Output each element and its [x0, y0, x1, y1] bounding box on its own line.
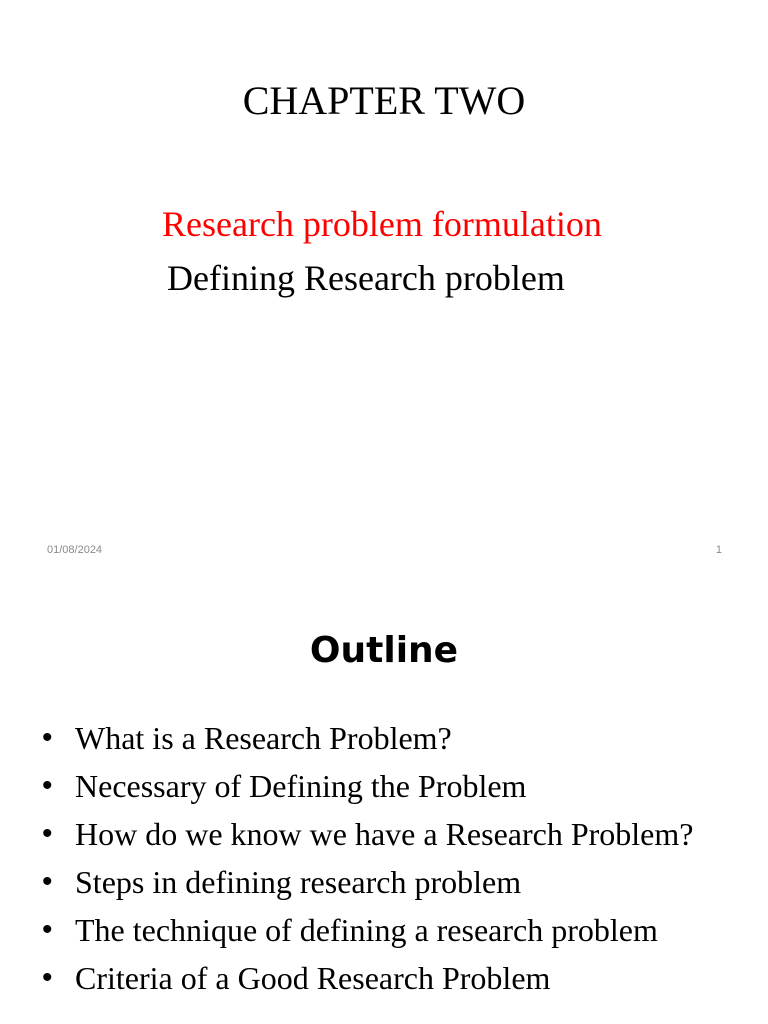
- list-item-text: Criteria of a Good Research Problem: [75, 960, 551, 996]
- list-item: [42, 718, 742, 758]
- list-item-text: Necessary of Defining the Problem: [75, 768, 527, 804]
- outline-slide: [0, 576, 768, 1024]
- outline-list: [42, 718, 742, 1006]
- outline-title: Outline: [309, 630, 459, 671]
- slide-page-number: 1: [715, 544, 722, 556]
- list-item: [42, 910, 742, 950]
- bullet-icon: •: [42, 961, 53, 994]
- list-item: [42, 958, 742, 998]
- list-item-text: The technique of defining a research problem: [75, 912, 658, 948]
- list-item-text: How do we know we have a Research Problem?: [75, 816, 694, 852]
- defining-research-problem-subtitle: Defining Research problem: [167, 258, 565, 298]
- slide-date: 01/08/2024: [47, 544, 103, 556]
- list-item: [42, 814, 742, 854]
- bullet-icon: •: [42, 817, 53, 850]
- list-item: [42, 766, 742, 806]
- bullet-icon: •: [42, 913, 53, 946]
- list-item-text: Steps in defining research problem: [75, 864, 522, 900]
- chapter-title: CHAPTER TWO: [242, 78, 526, 123]
- bullet-icon: •: [42, 865, 53, 898]
- bullet-icon: •: [42, 769, 53, 802]
- list-item-text: What is a Research Problem?: [75, 720, 452, 756]
- bullet-icon: •: [42, 721, 53, 754]
- list-item: [42, 862, 742, 902]
- research-problem-formulation-subtitle: Research problem formulation: [162, 204, 602, 244]
